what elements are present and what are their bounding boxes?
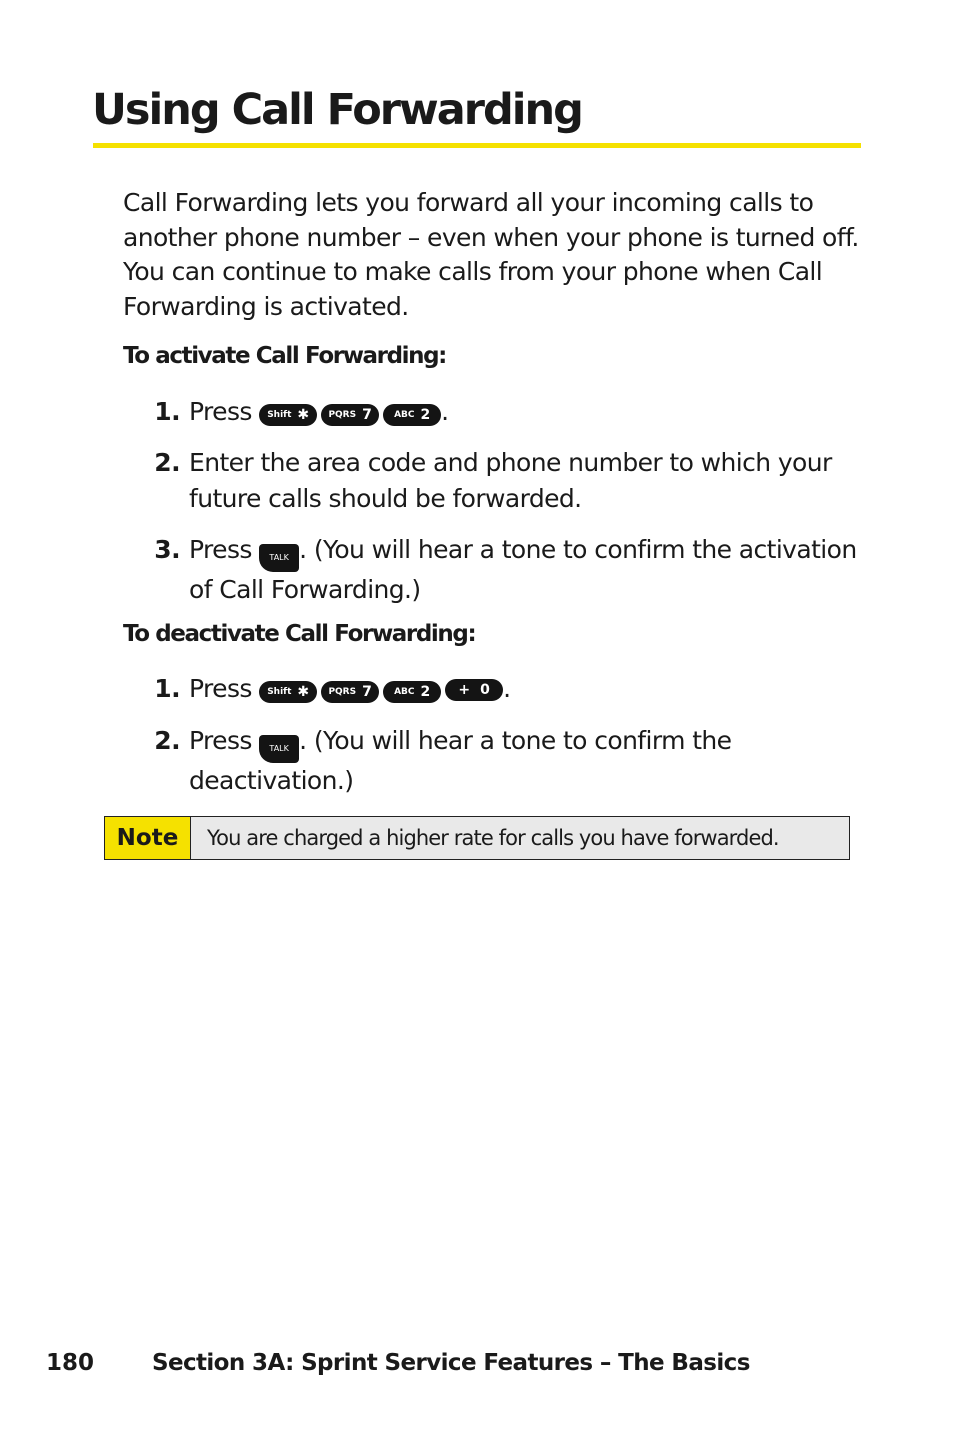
step-text: Press xyxy=(189,535,252,564)
title-rule xyxy=(93,143,861,148)
page-title: Using Call Forwarding xyxy=(92,85,582,135)
step-text: Press xyxy=(189,397,252,426)
key-7-icon: PQRS 7 xyxy=(321,681,379,703)
talk-key-icon: TALK xyxy=(259,544,299,572)
step-number: 1. xyxy=(154,397,180,426)
step-number: 3. xyxy=(154,535,180,564)
shift-key-icon: Shift ✱ xyxy=(259,681,317,703)
step-number: 2. xyxy=(154,448,180,477)
key-7-icon: PQRS 7 xyxy=(321,404,379,426)
note-box xyxy=(104,816,850,860)
intro-paragraph: Call Forwarding lets you forward all your incoming calls to another phone number – even when your phone is turned off. You can continue to make calls from your phone when Call Forwarding is activated. xyxy=(123,188,859,321)
deactivate-heading: To deactivate Call Forwarding: xyxy=(123,621,476,647)
key-0-icon: + 0 xyxy=(445,679,503,701)
step-text: Enter the area code and phone number to which your future calls should be forwarded. xyxy=(189,448,832,513)
shift-key-icon: Shift ✱ xyxy=(259,404,317,426)
key-2-icon: ABC 2 xyxy=(383,681,441,703)
step-number: 1. xyxy=(154,674,180,703)
step-number: 2. xyxy=(154,726,180,755)
step-text: Press xyxy=(189,674,252,703)
note-label: Note xyxy=(105,817,191,859)
talk-key-icon: TALK xyxy=(259,735,299,763)
step-text: Press xyxy=(189,726,252,755)
key-2-icon: ABC 2 xyxy=(383,404,441,426)
footer-section-title: Section 3A: Sprint Service Features – The Basics xyxy=(152,1350,750,1376)
page-number: 180 xyxy=(46,1350,95,1376)
note-text: You are charged a higher rate for calls you have forwarded. xyxy=(191,817,849,859)
activate-heading: To activate Call Forwarding: xyxy=(123,343,446,369)
